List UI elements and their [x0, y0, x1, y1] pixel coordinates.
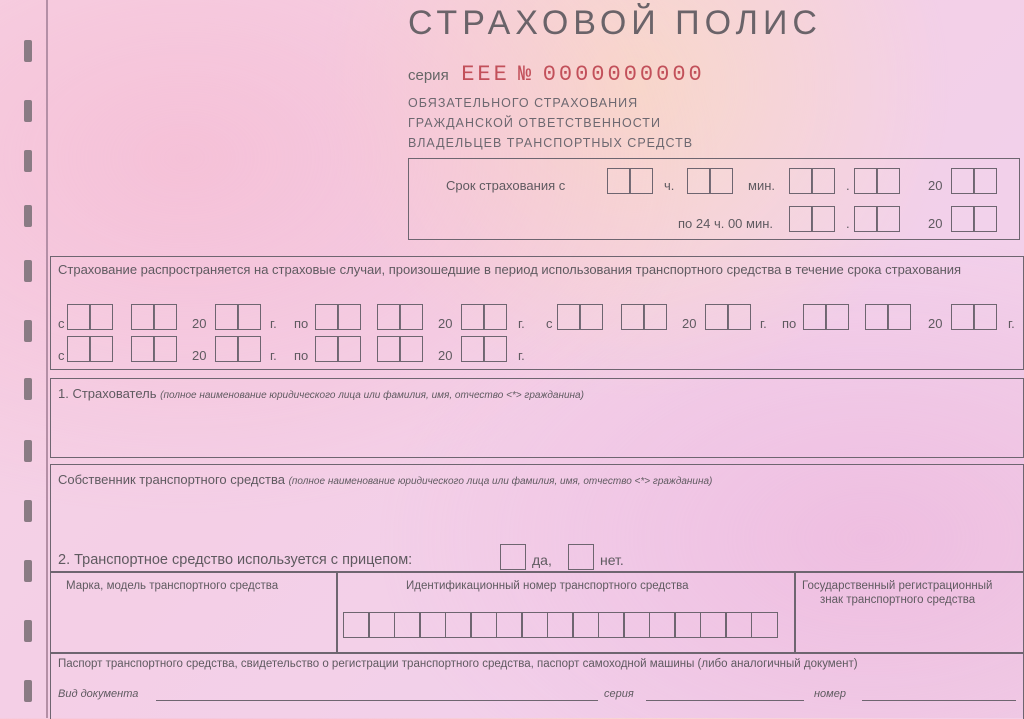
year-prefix: 20	[928, 316, 943, 331]
document-number-field[interactable]	[862, 700, 1016, 701]
year-suffix: г.	[270, 348, 277, 363]
policy-number: 0000000000	[542, 62, 705, 87]
period1-from-year[interactable]	[216, 304, 261, 330]
period2-to-year[interactable]	[952, 304, 997, 330]
subtitle-line-2: ГРАЖДАНСКОЙ ОТВЕТСТВЕННОСТИ	[408, 116, 661, 130]
divider	[794, 572, 796, 652]
period2-from-month[interactable]	[622, 304, 667, 330]
to-label: по	[294, 316, 309, 331]
year-prefix: 20	[438, 316, 453, 331]
term-to-month-input[interactable]	[855, 206, 900, 232]
vin-label: Идентификационный номер транспортного средства	[406, 580, 689, 592]
term-to-year-input[interactable]	[952, 206, 997, 232]
period1-to-day[interactable]	[316, 304, 361, 330]
year-prefix: 20	[928, 216, 943, 231]
date-dot: .	[846, 178, 850, 193]
year-prefix: 20	[192, 348, 207, 363]
period3-to-day[interactable]	[316, 336, 361, 362]
subtitle-line-3: ВЛАДЕЛЬЦЕВ ТРАНСПОРТНЫХ СРЕДСТВ	[408, 136, 694, 150]
document-series-field[interactable]	[646, 700, 804, 701]
divider	[50, 652, 1024, 654]
insurer-note: (полное наименование юридического лица или фамилия, имя, отчество <*> гражданина)	[160, 390, 584, 401]
term-from-label: Срок страхования с	[446, 178, 566, 193]
reg-label-line-1: Государственный регистрационный	[802, 580, 993, 592]
year-suffix: г.	[760, 316, 767, 331]
year-prefix: 20	[682, 316, 697, 331]
period1-from-month[interactable]	[132, 304, 177, 330]
from-label: с	[546, 316, 553, 331]
period2-from-day[interactable]	[558, 304, 603, 330]
series-row	[408, 62, 705, 87]
term-to-day-input[interactable]	[790, 206, 835, 232]
term-from-month-input[interactable]	[855, 168, 900, 194]
period3-to-month[interactable]	[378, 336, 423, 362]
term-hours-input[interactable]	[608, 168, 653, 194]
trailer-no-checkbox[interactable]	[568, 544, 594, 570]
period3-from-month[interactable]	[132, 336, 177, 362]
divider	[336, 572, 338, 652]
year-suffix: г.	[1008, 316, 1015, 331]
term-to-label: по 24 ч. 00 мин.	[678, 216, 774, 231]
hours-label: ч.	[664, 178, 675, 193]
subtitle-line-1: ОБЯЗАТЕЛЬНОГО СТРАХОВАНИЯ	[408, 96, 639, 110]
document-number-label: номер	[814, 688, 846, 700]
year-prefix: 20	[438, 348, 453, 363]
perforated-edge	[18, 0, 48, 718]
page-title: СТРАХОВОЙ ПОЛИС	[408, 4, 822, 42]
reg-label-line-2: знак транспортного средства	[820, 594, 976, 606]
number-sign: №	[518, 62, 535, 87]
trailer-yes-label: да,	[532, 552, 552, 568]
series-label: серия	[408, 67, 449, 84]
year-suffix: г.	[518, 348, 525, 363]
trailer-label: 2. Транспортное средство используется с прицепом:	[58, 552, 413, 568]
to-label: по	[782, 316, 797, 331]
document-type-field[interactable]	[156, 700, 598, 701]
year-suffix: г.	[270, 316, 277, 331]
owner-label: Собственник транспортного средства	[58, 472, 285, 487]
from-label: с	[58, 316, 65, 331]
insurer-label: 1. Страхователь	[58, 386, 157, 401]
vin-input[interactable]	[344, 612, 778, 638]
term-from-year-input[interactable]	[952, 168, 997, 194]
minutes-label: мин.	[748, 178, 775, 193]
year-prefix: 20	[192, 316, 207, 331]
period2-to-month[interactable]	[866, 304, 911, 330]
document-label: Паспорт транспортного средства, свидетельство о регистрации транспортного средства, паспорт самоходной машины (либо аналогичный документ)	[58, 658, 858, 670]
term-from-day-input[interactable]	[790, 168, 835, 194]
from-label: с	[58, 348, 65, 363]
usage-description: Страхование распространяется на страховые случаи, произошедшие в период использования транспортного средства в течение срока страхования	[58, 262, 962, 277]
period1-from-day[interactable]	[68, 304, 113, 330]
owner-row	[58, 472, 712, 487]
period3-from-day[interactable]	[68, 336, 113, 362]
period1-to-month[interactable]	[378, 304, 423, 330]
make-model-label: Марка, модель транспортного средства	[66, 580, 279, 592]
year-prefix: 20	[928, 178, 943, 193]
document-series-label: серия	[604, 688, 634, 700]
trailer-no-label: нет.	[600, 552, 624, 568]
insurer-row	[58, 386, 584, 401]
trailer-yes-checkbox[interactable]	[500, 544, 526, 570]
period2-from-year[interactable]	[706, 304, 751, 330]
year-suffix: г.	[518, 316, 525, 331]
owner-note: (полное наименование юридического лица или фамилия, имя, отчество <*> гражданина)	[288, 476, 713, 487]
period2-to-day[interactable]	[804, 304, 849, 330]
period3-from-year[interactable]	[216, 336, 261, 362]
period3-to-year[interactable]	[462, 336, 507, 362]
period1-to-year[interactable]	[462, 304, 507, 330]
term-minutes-input[interactable]	[688, 168, 733, 194]
to-label: по	[294, 348, 309, 363]
document-type-label: Вид документа	[58, 688, 139, 700]
date-dot: .	[846, 216, 850, 231]
series-value: ЕЕЕ	[461, 62, 510, 87]
